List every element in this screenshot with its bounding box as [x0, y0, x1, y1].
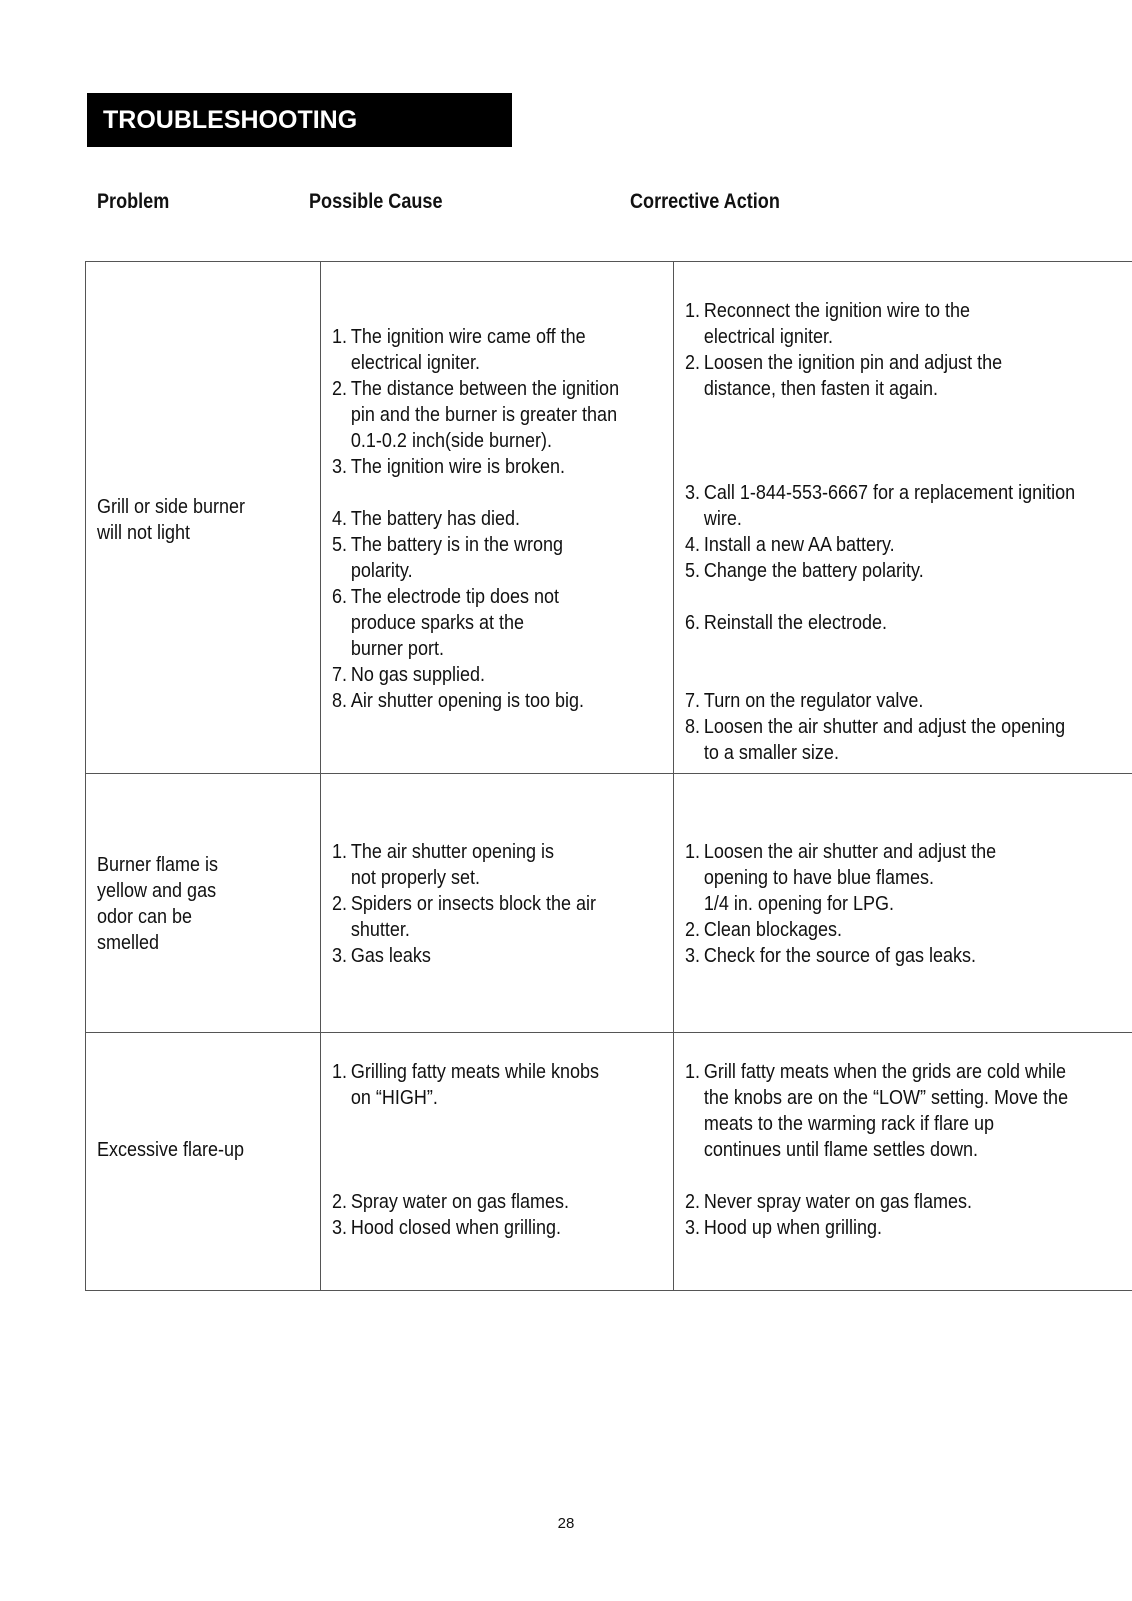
list-item: 4. The battery has died.: [332, 508, 521, 530]
list-item: 2. Clean blockages.: [685, 919, 843, 941]
problem-cell: [86, 1033, 321, 1291]
troubleshooting-table: [85, 261, 1132, 1291]
list-item: 2. Spray water on gas flames.: [332, 1191, 570, 1213]
list-item: 7. No gas supplied.: [332, 664, 486, 686]
header-possible-cause: Possible Cause: [309, 190, 443, 213]
action-cell: [674, 774, 1132, 1033]
list-item: 3. Hood closed when grilling.: [332, 1217, 562, 1239]
list-item: 1. Loosen the air shutter and adjust the: [685, 841, 997, 863]
list-item: opening to have blue flames.: [704, 867, 935, 889]
list-item: 8. Loosen the air shutter and adjust the opening: [685, 716, 1066, 738]
list-item: 8. Air shutter opening is too big.: [332, 690, 585, 712]
action-list: [685, 839, 1092, 969]
list-item: 3. The ignition wire is broken.: [332, 456, 566, 478]
list-item: 2. The distance between the ignition: [332, 378, 620, 400]
list-item: polarity.: [350, 560, 413, 582]
list-item: 5. Change the battery polarity.: [685, 560, 924, 582]
list-item: electrical igniter.: [704, 326, 834, 348]
action-cell: [674, 262, 1132, 774]
list-item: the knobs are on the “LOW” setting. Move the: [704, 1087, 1069, 1109]
list-item: burner port.: [350, 638, 445, 660]
action-list: [685, 298, 1092, 766]
problem-text: Excessive flare-up: [97, 1139, 245, 1161]
header-corrective-action: Corrective Action: [630, 190, 780, 213]
header-problem: Problem: [97, 190, 170, 213]
list-item: to a smaller size.: [704, 742, 840, 764]
cause-list: [332, 324, 639, 714]
table-row: [86, 774, 1132, 1033]
list-item: 6. Reinstall the electrode.: [685, 612, 888, 634]
list-item: 2. Never spray water on gas flames.: [685, 1191, 973, 1213]
list-item: on “HIGH”.: [350, 1087, 439, 1109]
list-item: 3. Hood up when grilling.: [685, 1217, 883, 1239]
list-item: 6. The electrode tip does not: [332, 586, 560, 608]
list-item: 1. The ignition wire came off the: [332, 326, 586, 348]
list-item: electrical igniter.: [350, 352, 481, 374]
list-item: 1. Reconnect the ignition wire to the: [685, 300, 971, 322]
list-item: 3. Gas leaks: [332, 945, 432, 967]
list-item: 3. Call 1-844-553-6667 for a replacement ignition: [685, 482, 1076, 504]
problem-text: Grill or side burner will not light: [97, 496, 246, 544]
problem-cell: [86, 262, 321, 774]
list-item: 7. Turn on the regulator valve.: [685, 690, 924, 712]
list-item: wire.: [704, 508, 743, 530]
page-title: TROUBLESHOOTING: [87, 93, 512, 147]
list-item: 2. Loosen the ignition pin and adjust the: [685, 352, 1003, 374]
table-row: [86, 262, 1132, 774]
table-row: [86, 1033, 1132, 1291]
list-item: 1. Grill fatty meats when the grids are cold while: [685, 1061, 1067, 1083]
list-item: distance, then fasten it again.: [704, 378, 939, 400]
cause-cell: [321, 774, 674, 1033]
list-item: produce sparks at the: [350, 612, 525, 634]
list-item: meats to the warming rack if flare up: [704, 1113, 995, 1135]
action-cell: [674, 1033, 1132, 1291]
cause-list: [332, 1059, 639, 1241]
list-item: 2. Spiders or insects block the air: [332, 893, 597, 915]
cause-cell: [321, 1033, 674, 1291]
problem-text: Burner flame is yellow and gas odor can be smelled: [97, 854, 219, 954]
list-item: 1. The air shutter opening is: [332, 841, 555, 863]
list-item: continues until flame settles down.: [704, 1139, 979, 1161]
page-number: 28: [557, 1515, 575, 1532]
list-item: not properly set.: [350, 867, 481, 889]
list-item: 1. Grilling fatty meats while knobs: [332, 1061, 600, 1083]
list-item: 1/4 in. opening for LPG.: [704, 893, 895, 915]
list-item: 5. The battery is in the wrong: [332, 534, 564, 556]
action-list: [685, 1059, 1092, 1241]
list-item: shutter.: [350, 919, 411, 941]
cause-list: [332, 839, 639, 969]
list-item: 3. Check for the source of gas leaks.: [685, 945, 977, 967]
list-item: 4. Install a new AA battery.: [685, 534, 895, 556]
problem-cell: [86, 774, 321, 1033]
list-item: 0.1-0.2 inch(side burner).: [350, 430, 553, 452]
cause-cell: [321, 262, 674, 774]
list-item: pin and the burner is greater than: [350, 404, 618, 426]
